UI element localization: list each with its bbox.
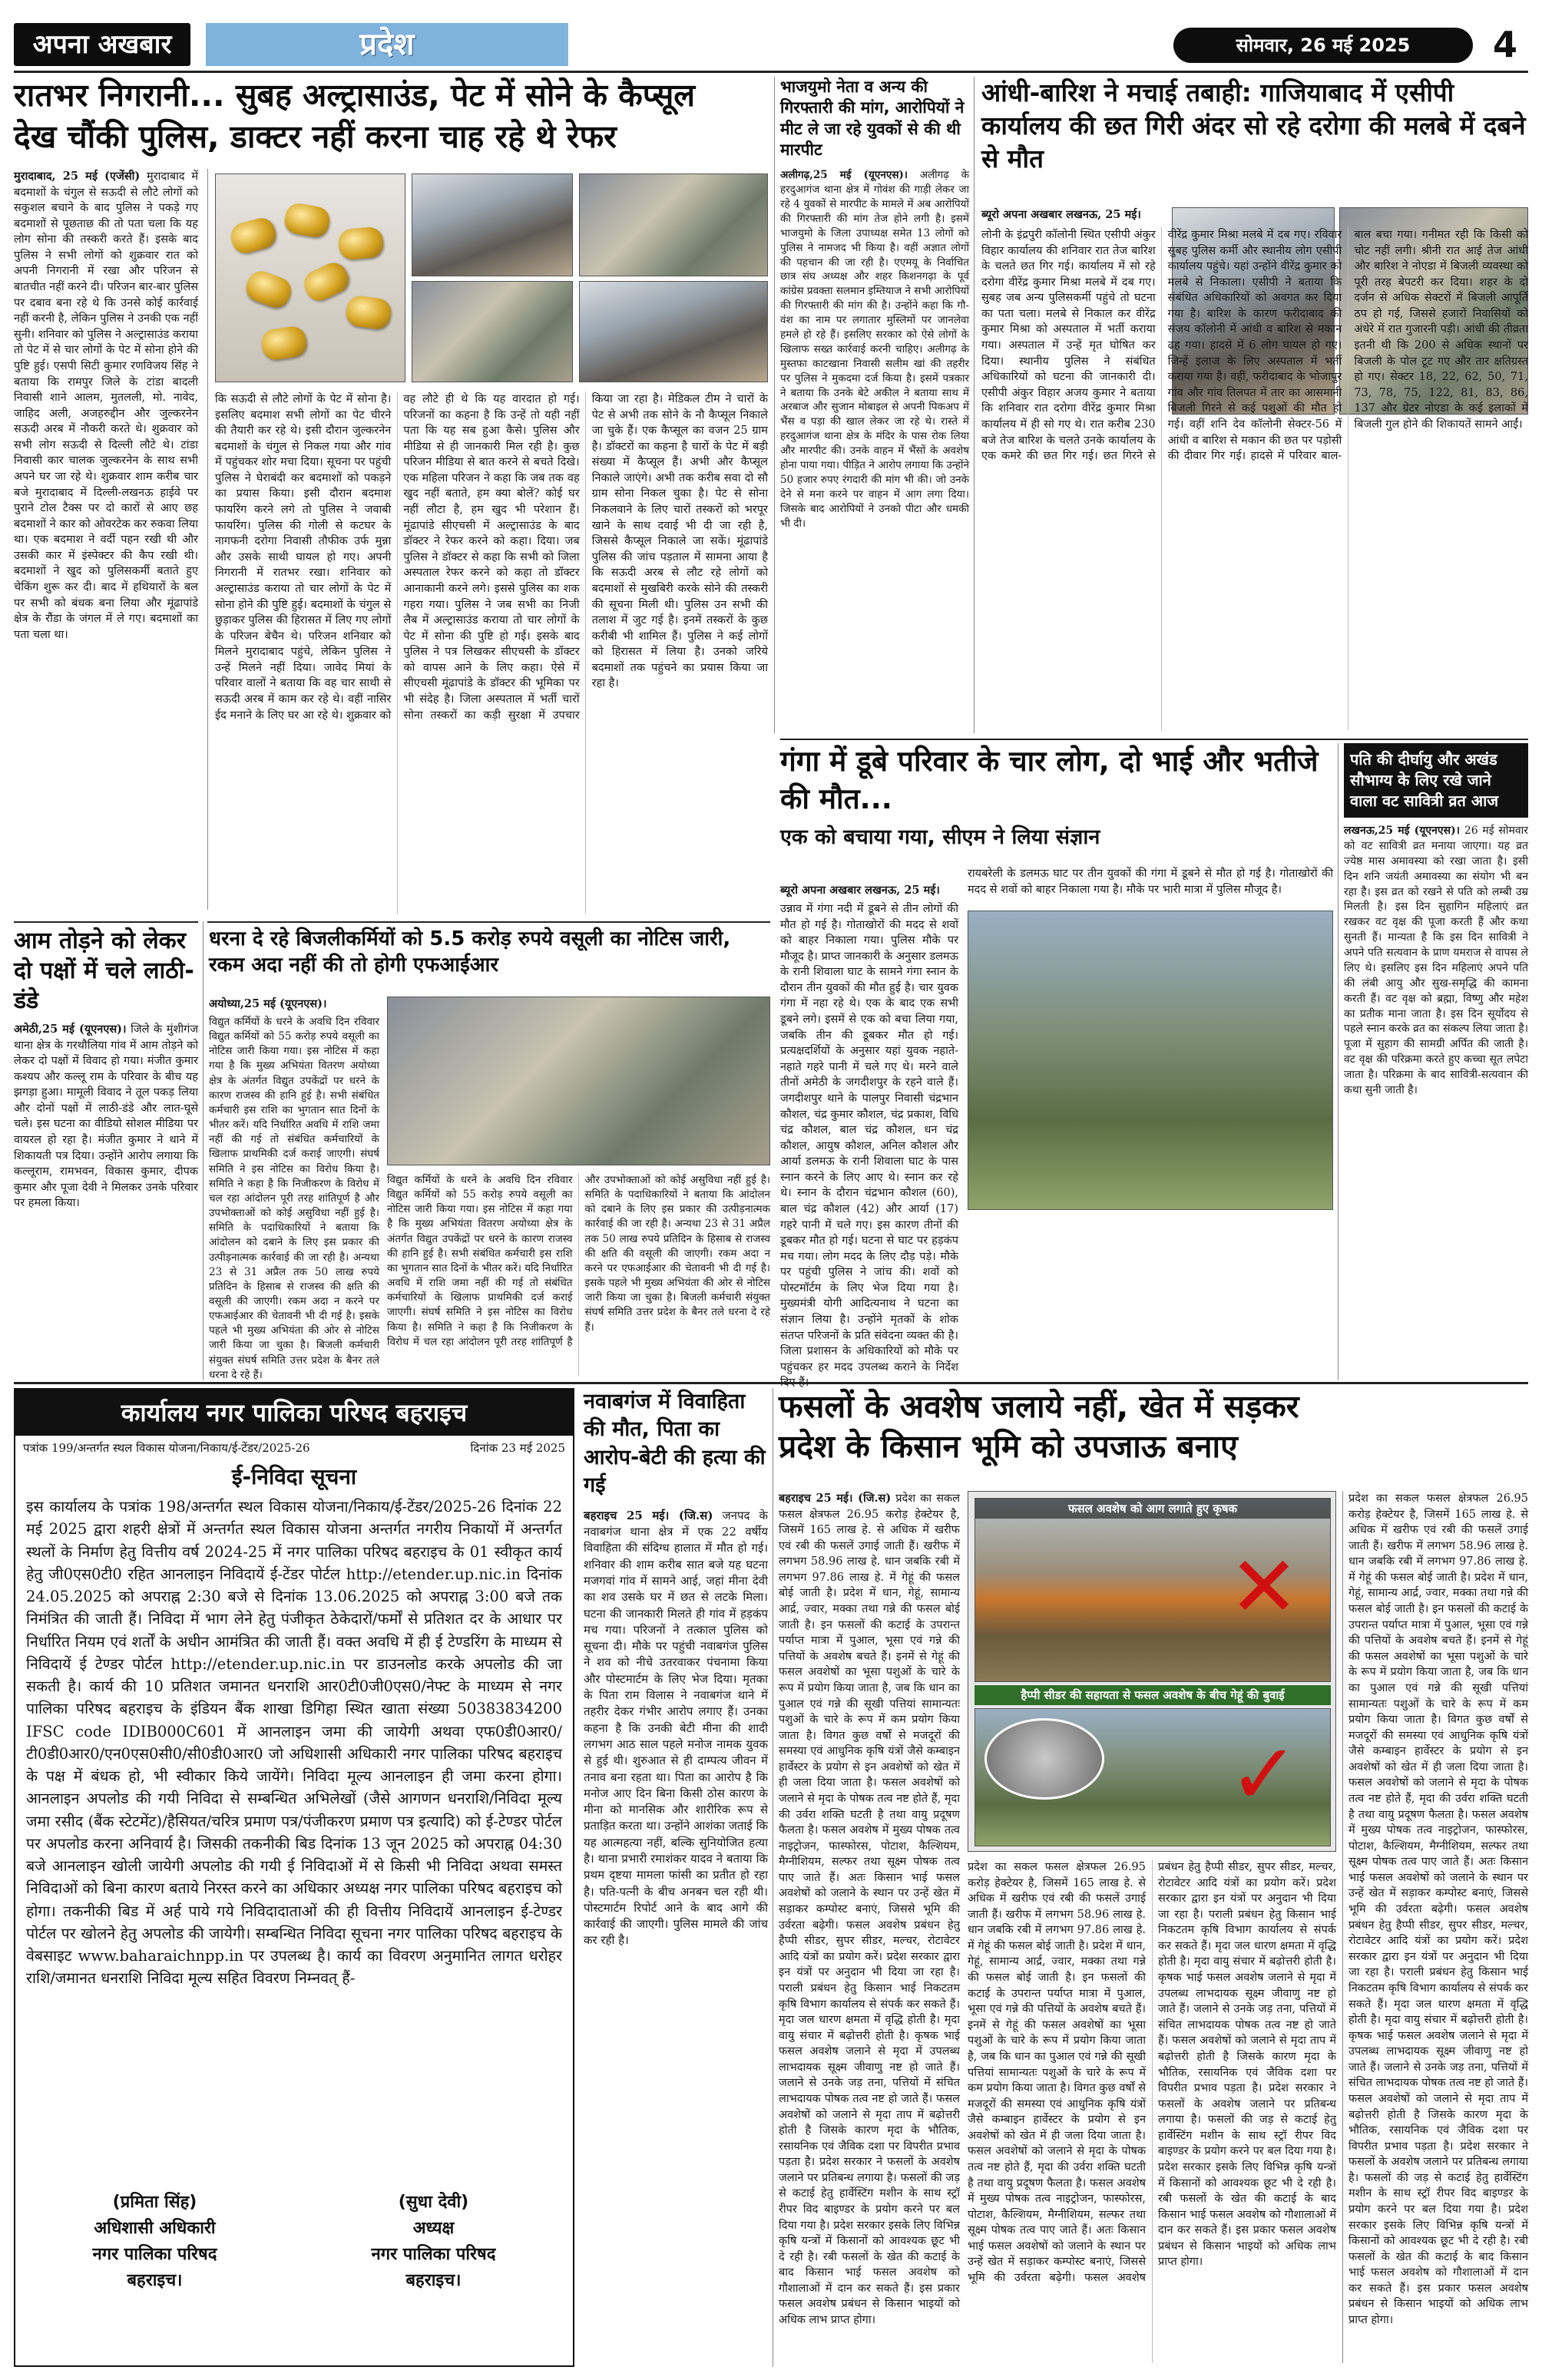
- nawabganj-dateline: बहराइच 25 मई। (जि.स): [584, 1508, 713, 1522]
- bjym-text: अलीगढ़ के हरदुआगंज थाना क्षेत्र में गोवंश की गाड़ी लेकर जा रहे 4 युवकों से मारपीट के मामले में अब आरोपियों की गिरफ्तारी की मांग तेज होने लगी है। इसमें भाजयुमो के जिला उपाध्यक्ष समेत 13 लोगों को पुलिस ने नामजद भी किया है। वहीं अज्ञात लोगों की पहचान की जा रही है। एएमयू के निर्वाचित छात्र संघ अध्यक्ष और शहर किशनगढ़ा के पूर्व कांग्रेस प्रवक्ता सलमान इम्तियाज ने सभी आरोपियों की गिरफ्तारी की मांग की है। उन्होंने कहा कि गौ-वंश का नाम पर लगातार मुस्लिमों पर जानलेवा हमले हो रहे हैं। इसलिए सरकार को ऐसे लोगों के खिलाफ सख्त कार्रवाई करनी चाहिए। अलीगढ़ के मुस्तफा काटखाना निवासी सलीम खां की तहरीर पर पुलिस ने मुकदमा दर्ज किया है। इसमें पत्रकार ने बताया कि उनके बेटे अकील ने बताया साथ में अरबाज और सुजान मोबाइल से अपनी पिकअप में भैंस व पड़ा की खाल लेकर जा रहे थे। रास्ते में हरदुआगंज थाना क्षेत्र के मंदिर के पास रोक लिया और मारपीट की। उनके वाहन में भैंसों के अवशेष होना पाया गया। पीड़ित ने आरोप लगाया कि उन्होंने 50 हजार रुपए रंगदारी की मांग भी की। जो उनके देने से मना करने पर वाहन में आग लगा दिया। जिसके बाद आरोपियों ने उनको पीटा और धमकी भी दी।: [780, 169, 970, 530]
- gold-headline-line2: देख चौंकी पुलिस, डाक्टर नहीं करना चाह रहे थे रेफर: [14, 118, 617, 156]
- gold-suspects-photo-4: [579, 281, 768, 382]
- ganga-body: [780, 901, 958, 1377]
- tender-title: ई-निविदा सूचना: [231, 1464, 357, 1489]
- date-banner: [1173, 28, 1473, 63]
- stubble-photo-panel: [968, 1491, 1336, 1852]
- mango-body: [14, 1022, 198, 1211]
- tender-office: कार्यालय नगर पालिका परिषद बहराइच: [121, 1398, 468, 1427]
- bjym-body: [780, 168, 969, 531]
- storm-text: लोनी के इंद्रपुरी कॉलोनी स्थित एसीपी अंकुर विहार कार्यालय की शनिवार रात तेज बारिश के चलते छत गिर गई। कार्यालय में सो रहे दरोगा वीरेंद्र कुमार मिश्रा मलबे में दब गए। सुबह जब अन्य पुलिसकर्मी पहुंचे तो घटना का पता चला। मलबे से निकाल कर वीरेंद्र कुमार मिश्रा को अस्पताल में भर्ती कराया गया। अस्पताल में उन्हें मृत घोषित कर दिया। स्थानीय पुलिस ने संबंधित अधिकारियों को घटना की जानकारी दी। एसीपी अंकुर विहार अजय कुमार ने बताया कि शनिवार रात दरोगा वीरेंद्र कुमार मिश्रा कार्यालय में ही सो गए थे। रात करीब 230 बजे तेज बारिश के चलते उनके कार्यालय के एक कमरे की छत गिर गई। छत गिरने से वीरेंद्र कुमार मिश्रा मलबे में दब गए। रविवार सुबह पुलिस कर्मी और स्थानीय लोग एसीपी कार्यालय पहुंचे। यहां उन्होंने वीरेंद्र कुमार को मलबे से निकाला। एसीपी ने बताया कि संबंधित अधिकारियों को अवगत कर दिया गया है। बारिश के कारण फरीदाबाद की संजय कॉलोनी में आंधी व बारिश से मकान ढह गया। हादसे में 6 लोग घायल हो गए। जिन्हें इलाज के लिए अस्पताल में भर्ती कराया गया है। वहीं, फरीदाबाद के भोजापुर गांव और गांव तिलपत में तार का आसमानी बिजली गिरने से कई पशुओं की मौत हो गई। वहीं शनि देव कॉलोनी सेक्टर-56 में आंधी व बारिश से मकान की छत पर पड़ोसी की दीवार गिर गई। हादसे में परिवार बाल-बाल बचा गया। गनीमत रही कि किसी को चोट नहीं लगी। श्रीनी रात आई तेज आंधी और बारिश ने नोएडा में बिजली व्यवस्था को पूरी तरह बेपटरी कर दिया। शहर के दो दर्जन से अधिक सेक्टरों में बिजली आपूर्ति ठप हो गई, जिससे हजारों निवासियों को अंधेरे में रात गुजारनी पड़ी। आंधी की तीव्रता इतनी थी कि 200 से अधिक स्थानों पर बिजली के पोल टूट गए और तार क्षतिग्रस्त हो गए। सेक्टर 18, 22, 62, 50, 71, 73, 78, 75, 122, 81, 83, 86, 137 और ग्रेटर नोएडा के कई इलाकों में बिजली गुल होने की शिकायतें सामने आईं।: [981, 229, 1528, 463]
- mango-headline: आम तोड़ने को लेकर दो पक्षों में चले लाठी-डंडे: [14, 927, 194, 1014]
- stubble-photo-caption-top: फसल अवशेष को आग लगाते हुए कृषक: [975, 1499, 1330, 1519]
- gold-dateline: मुरादाबाद, 25 मई (एजेंसी): [14, 170, 141, 183]
- gold-suspects-photo-2: [579, 174, 768, 276]
- ganga-dateline: ब्यूरो अपना अखबार लखनऊ, 25 मई।: [780, 884, 940, 897]
- electricity-story: [209, 926, 770, 1379]
- savitri-body: [1344, 824, 1528, 1099]
- storm-body: [981, 227, 1528, 730]
- tender-signature-left: (प्रमिता सिंह) अधिशासी अधिकारी नगर पालिका परिषद बहराइच।: [92, 2193, 217, 2291]
- tender-signature-right: (सुधा देवी) अध्यक्ष नगर पालिका परिषद बहराइच।: [371, 2193, 496, 2291]
- gold-suspects-photo-1: [412, 174, 573, 276]
- bjym-dateline: अलीगढ़,25 मई (यूएनएस)।: [780, 169, 908, 182]
- gold-suspects-photo-3: [412, 281, 573, 382]
- savitri-headline-box: [1344, 743, 1528, 818]
- nawabganj-body: [584, 1508, 768, 1949]
- stubble-body-right: प्रदेश का सकल फसल क्षेत्रफल 26.95 करोड़ हेक्टेयर है, जिसमें 165 लाख हे. से अधिक में खरीफ एवं रबी की फसलें उगाई जाती हैं। खरीफ में लगभग 58.96 लाख हे. धान जबकि रबी में लगभग 97.86 लाख हे. में गेहूं की फसल बोई जाती है। प्रदेश में धान, गेहूं, सामान्य आर्द्र, ज्वार, मक्का तथा गन्ने की फसल बोई जाती है। इन फसलों की कटाई के उपरान्त पर्याप्त मात्रा में पुआल, भूसा एवं गन्ने की पत्तियों के अवशेष बचते हैं। इनमें से गेहूं की फसल अवशेषों का भूसा पशुओं के चारे के रूप में प्रयोग किया जाता है, जब कि धान का पुआल एवं गन्ने की सूखी पत्तियां सामान्यतः पशुओं के चारे के रूप में कम प्रयोग किया जाता है। विगत कुछ वर्षों से मजदूरों की समस्या एवं आधुनिक कृषि यंत्रों जैसे कम्बाइन हार्वेस्टर के प्रयोग से इन अवशेषों को खेत में ही जला दिया जाता है। फसल अवशेषों को जलाने से मृदा के पोषक तत्व नष्ट होते हैं, मृदा की उर्वरा शक्ति घटती है तथा वायु प्रदूषण फैलता है। फसल अवशेष में मुख्य पोषक तत्व नाइट्रोजन, फास्फोरस, पोटाश, कैल्शियम, मैग्नीशियम, सल्फर तथा सूक्ष्म पोषक तत्व पाए जाते हैं। अतः किसान भाई फसल अवशेषों को जलाने के स्थान पर उन्हें खेत में सड़ाकर कम्पोस्ट बनाएं, जिससे भूमि की उर्वरता बढ़ेगी। फसल अवशेष प्रबंधन हेतु हैप्पी सीडर, सुपर सीडर, मल्चर, रोटावेटर आदि यंत्रों का प्रयोग करें। प्रदेश सरकार द्वारा इन यंत्रों पर अनुदान भी दिया जा रहा है। पराली प्रबंधन हेतु किसान भाई निकटतम कृषि विभाग कार्यालय से संपर्क कर सकते हैं। मृदा जल धारण क्षमता में वृद्धि होती है। मृदा वायु संचार में बढ़ोत्तरी होती है। कृषक भाई फसल अवशेष जलाने से मृदा में उपलब्ध लाभदायक सूक्ष्म जीवाणु नष्ट हो जाते हैं। जलाने से उनके जड़ तना, पत्तियों में संचित लाभदायक पोषक तत्व नष्ट हो जाते हैं। फसल अवशेषों को जलाने से मृदा ताप में बढ़ोत्तरी होती है जिसके कारण मृदा के भौतिक, रसायनिक एवं जैविक दशा पर विपरीत प्रभाव पड़ता है। प्रदेश सरकार ने फसलों के अवशेष जलाने पर प्रतिबन्ध लगाया है। फसलों की जड़ से कटाई हेतु हार्वेस्टिंग मशीन के साथ स्ट्रॉ रीपर विद बाइण्डर के प्रयोग करने पर बल दिया गया है। प्रदेश सरकार इसके लिए विभिन्न कृषि यन्त्रों में किसानों को आवश्यक छूट भी दे रही है। रबी फसलों के खेत की कटाई के बाद किसान भाई फसल अवशेष को गौशालाओं में दान कर सकते हैं। इस प्रकार फसल अवशेष प्रबंधन से किसान भाइयों को अधिक लाभ प्राप्त होगा।: [1348, 1492, 1528, 2327]
- gold-capsules-photo: [215, 174, 405, 382]
- bjym-headline: भाजयुमो नेता व अन्य की गिरफ्तारी की मांग, आरोपियों ने मीट ले जा रहे युवकों से की थी मारपीट: [780, 78, 965, 159]
- savitri-headline: पति की दीर्घायु और अखंड सौभाग्य के लिए रखे जाने वाला वट सावित्री व्रत आज: [1350, 750, 1499, 810]
- bjym-story: [780, 77, 969, 733]
- tender-notice: [14, 1388, 574, 2367]
- ganga-subheadline: एक को बचाया गया, सीएम ने लिया संज्ञान: [780, 825, 1100, 849]
- nawabganj-story: [584, 1388, 768, 2367]
- stubble-headline-line1: फसलों के अवशेष जलाये नहीं, खेत में सड़कर: [779, 1388, 1299, 1425]
- stubble-headline-line2: प्रदेश के किसान भूमि को उपजाऊ बनाए: [779, 1428, 1238, 1466]
- electricity-body: [209, 1015, 379, 1381]
- section-banner: [206, 23, 568, 66]
- savitri-story: [1344, 743, 1528, 1380]
- tender-ref: पत्रांक 199/अन्तर्गत स्थल विकास योजना/निकाय/ई-टेंडर/2025-26: [23, 1441, 310, 1455]
- stubble-body-col1: [779, 1491, 960, 2363]
- savitri-text: 26 मई सोमवार को वट सावित्री व्रत मनाया जाएगा। यह व्रत ज्येष्ठ मास अमावस्या को रखा जाता है। इसी दिन शनि जयंती अमावस्या का संयोग भी बन रहा है। इस व्रत को रखने से पति को लम्बी उम्र मिलती है। इस दिन सुहागिन महिलाएं व्रत रखकर वट वृक्ष की पूजा करती हैं और कथा सुनती हैं। मान्यता है कि इस दिन सावित्री ने अपने पति सत्यवान के प्राण यमराज से वापस ले लिए थे। इसलिए इस दिन महिलाएं अपने पति की लंबी आयु और सुख-समृद्धि की कामना करती हैं। वट वृक्ष को ब्रह्मा, विष्णु और महेश का प्रतीक माना जाता है। इस दिन सूर्योदय से पहले स्नान करके व्रत का संकल्प लिया जाता है। पूजा में सुहाग की सामग्री अर्पित की जाती है। वट वृक्ष की परिक्रमा करते हुए कच्चा सूत लपेटा जाता है। परिक्रमा के बाद सावित्री-सत्यवान की कथा सुनी जाती है।: [1344, 825, 1528, 1096]
- gold-text-main: कि सऊदी से लौटे लोगों के पेट में सोना है। इसलिए बदमाश सभी लोगों का पेट चीरने की तैयारी कर रहे थे। इसी दौरान जुल्करनेन बदमाशों के चंगुल से निकल गया और गांव में पहुंचकर शोर मचा दिया। सूचना पर पहुंची पुलिस ने घेराबंदी कर बदमाशों को पकड़ने का प्रयास किया। इसी दौरान बदमाश फायरिंग करने लगे तो पुलिस ने जवाबी फायरिंग। पुलिस की गोली से कटघर के नागफनी दरोगा निवासी तौफीक उर्फ मुन्ना और उसके साथी घायल हो गए। अपनी निगरानी में रातभर रखा। शनिवार को अल्ट्रासाउंड कराया तो चार लोगों के पेट में सोना होने की पुष्टि हुई। बदमाशों के चंगुल से छुड़ाकर पुलिस की हिरासत में लिए गए लोगों के परिजन बेचैन थे। परिजन शनिवार को मिलने मुरादाबाद पहुंचे, लेकिन पुलिस ने उन्हें मिलने नहीं दिया। जावेद मियां के परिवार वालों ने बताया कि वह चार साथी से सऊदी अरब में काम कर रहे थे। वहीं नासिर ईद मनाने के लिए घर आ रहे थे। शुक्रवार को वह लौटे ही थे कि यह वारदात हो गई। परिजनों का कहना है कि उन्हें तो यही नहीं पता कि यह सब हुआ कैसे। पुलिस और मीडिया से ही जानकारी मिल रही है। कुछ परिजन मीडिया से बात करने से बचते दिखे। एक महिला परिजन ने कहा कि जब तक वह खुद नहीं बताते, हम क्या बोलें? कोई घर नहीं लौटा है, हम खुद भी परेशान हैं। मूंढापांडे सीएचसी में अल्ट्रासाउंड के बाद डॉक्टर ने रेफर करने को कहा। दिया। जब पुलिस ने डॉक्टर से कहा कि सभी को जिला अस्पताल रेफर करने को कहा तो डॉक्टर आनाकानी करने लगे। इससे पुलिस का शक गहरा गया। पुलिस ने जब सभी का निजी लैब में अल्ट्रासाउंड कराया तो चार लोगों के पेट में सोना की पुष्टि हो गई। इसके बाद पुलिस ने पत्र लिखकर सीएचसी के डॉक्टर को वापस आने के लिए कहा। ऐसे में सीएचसी मूंढापांडे के डॉक्टर की भूमिका पर भी संदेह है। जिला अस्पताल में भर्ती चारों सोना तस्करों का कड़ी सुरक्षा में उपचार किया जा रहा है। मेडिकल टीम ने चारों के पेट से अभी तक सोने के नौ कैप्सूल निकाले जा चुके हैं। एक कैप्सूल का वजन 25 ग्राम है। डॉक्टरों का कहना है चारों के पेट में बड़ी संख्या में कैप्सूल हैं। अभी और कैप्सूल निकाले जाएंगे। अभी तक करीब सवा दो सौ ग्राम सोना निकल चुका है। पेट से सोना निकलवाने के लिए चारों तस्करों को भरपूर खाने के साथ दवाई भी दी जा रही है, जिससे कैप्सूल निकाले जा सकें। मूंढापांडे पुलिस की जांच पड़ताल में सामना आया है कि सऊदी अरब से लौट रहे लोगों को बदमाशों से मुखबिरी करके सोने की तस्करी की सूचना मिली थी। पुलिस उन सभी की तलाश में जुट गई है। इनमें तस्करों के कुछ करीबी भी शामिल हैं। पुलिस ने कई लोगों को हिरासत में लिया है। उनको जरिये बदमाशों तक पहुंचने का प्रयास किया जा रहा है।: [215, 393, 768, 722]
- nawabganj-text: जनपद के नवाबगंज थाना क्षेत्र में एक 22 वर्षीय विवाहिता की संदिग्ध हालात में मौत हो गई। शनिवार की शाम करीब सात बजे यह घटना मजगवां गांव में सामने आई, जहां मीना देवी का शव उसके घर में छत से लटके मिला। घटना की जानकारी मिलते ही गांव में हड़कंप मच गया। परिजनों ने तत्काल पुलिस को सूचना दी। मौके पर पहुंची नवाबगंज पुलिस ने शव को नीचे उतरवाकर पंचनामा किया और पोस्टमार्टम के लिए भेज दिया। मृतका के पिता राम विलास ने नवाबगंज थाने में तहरीर देकर गंभीर आरोप लगाए हैं। उनका कहना है कि उनकी बेटी मीना की शादी लगभग आठ साल पहले मनोज नामक युवक से हुई थी। शुरुआत से ही दाम्पत्य जीवन में तनाव बना रहता था। पिता का आरोप है कि मनोज आए दिन बिना किसी ठोस कारण के मीना को मानसिक और शारीरिक रूप से प्रताड़ित करता था। उन्होंने आशंका जताई कि यह आत्महत्या नहीं, बल्कि सुनियोजित हत्या है। थाना प्रभारी रमाशंकर यादव ने बताया कि प्रथम दृष्टया मामला फांसी का प्रतीत हो रहा है। पति-पत्नी के बीच अनबन चल रही थी। पोस्टमार्टम रिपोर्ट आने के बाद आगे की कार्रवाई की जाएगी। पुलिस मामले की जांच कर रही है।: [584, 1508, 768, 1948]
- storm-dateline: ब्यूरो अपना अखबार लखनऊ, 25 मई।: [981, 208, 1141, 221]
- gold-text-left: मुरादाबाद में बदमाशों के चंगुल से सऊदी से लौटे लोगों को सकुशल बचाने के बाद पुलिस ने पकड़े गए बदमाशों से पूछताछ की तो पता चला कि यह लोग सोना की तस्करी करते हैं। इसके बाद पुलिस ने सभी लोगों को शुक्रवार रात को अपनी निगरानी में रखा और परिजन से बातचीत नहीं करने दी। परिजन बार-बार पुलिस पर दबाव बना रहे थे कि उनसे कोई कार्रवाई नहीं करनी है, लेकिन पुलिस ने उनकी एक नहीं सुनी। शनिवार को पुलिस ने अल्ट्रासाउंड कराया तो पेट में से चार लोगों के पेट में सोना होने की पुष्टि हुई। एसपी सिटी कुमार रणविजय सिंह ने बताया कि रामपुर जिले के टांडा बादली निवासी शाने आलम, मुतलली, मो. नावेद, जाहिद अली, अजहरुद्दीन और जुल्करनेन सऊदी अरब में नौकरी करते थे। शुक्रवार को सभी लोग सऊदी से दिल्ली लौटे थे। टांडा निवासी कार चालक जुल्करनेन के साथ सभी अपने घर जा रहे थे। शुक्रवार शाम करीब चार बजे मुरादाबाद में दिल्ली-लखनऊ हाईवे पर पुराने टोल टैक्स पर दो कारों से आए छह बदमाशों ने कार को ओवरटेक कर रुकवा लिया था। एक बदमाश ने वर्दी पहन रखी थी और उसकी कार में इंस्पेक्टर की कैप रखी थी। बदमाशों ने खुद को पुलिसकर्मी बताते हुए चेकिंग शुरू कर दी। बाद में हथियारों के बल पर सभी को बंधक बना लिया और मूंढापांडे क्षेत्र के रौंडा के जंगल में ले गए। बदमाशों का पता चला था।: [14, 170, 199, 641]
- page-number: 4: [1492, 24, 1517, 65]
- masthead: [0, 0, 1542, 69]
- cross-mark-icon: ✕: [1228, 1538, 1299, 1636]
- ganga-headline: गंगा में डूबे परिवार के चार लोग, दो भाई और भतीजे की मौत...: [780, 745, 1319, 815]
- stubble-dateline: बहराइच 25 मई। (जि.स): [779, 1492, 892, 1505]
- paper-name-banner: [14, 23, 190, 66]
- tender-date: दिनांक 23 मई 2025: [470, 1441, 565, 1455]
- tender-office-banner: [15, 1390, 573, 1436]
- storm-story: [981, 77, 1528, 733]
- tractor-inset-photo: [984, 1718, 1104, 1800]
- gold-headline-line1: रातभर निगरानी... सुबह अल्ट्रासाउंड, पेट में सोने के कैप्सूल: [14, 77, 696, 114]
- mango-dateline: अमेठी,25 मई (यूएनएस)।: [14, 1023, 127, 1036]
- stubble-sowing-photo: [975, 1708, 1331, 1846]
- electricity-body-under-photo: विद्युत कर्मियों के धरने के अवधि दिन रविवार विद्युत कर्मियों को 55 करोड़ रुपये वसूली का नोटिस जारी किया गया। इस नोटिस में कहा गया है कि मुख्य अभियंता वितरण अयोध्या क्षेत्र के अंतर्गत विद्युत उपकेंद्रों पर धरने के कारण राजस्व की हानि हुई है। सभी संबंधित कर्मचारी इस राशि का भुगतान सात दिनों के भीतर करें। यदि निर्धारित अवधि में राशि जमा नहीं की गई तो संबंधित कर्मचारियों के खिलाफ प्राथमिकी दर्ज कराई जाएगी। संघर्ष समिति ने इस नोटिस का विरोध किया है। समिति ने कहा है कि निजीकरण के विरोध में चल रहा आंदोलन पूरी तरह शांतिपूर्ण है और उपभोक्ताओं को कोई असुविधा नहीं हुई है। समिति के पदाधिकारियों ने बताया कि आंदोलन को दबाने के लिए इस प्रकार की उत्पीड़नात्मक कार्रवाई की जा रही है। अन्यथा 23 से 31 अप्रैल तक 50 लाख रुपये प्रतिदिन के हिसाब से राजस्व की क्षति की वसूली की जाएगी। रकम अदा न करने पर एफआईआर की चेतावनी भी दी गई है। इसके पहले भी मुख्य अभियंता की ओर से नोटिस जारी किया जा चुका है। बिजली कर्मचारी संयुक्त संघर्ष समिति उत्तर प्रदेश के बैनर तले धरना दे रहे हैं।: [387, 1174, 770, 1348]
- electricity-protest-photo: [387, 997, 770, 1165]
- mango-story: [14, 926, 198, 1379]
- ganga-text: उन्नाव में गंगा नदी में डूबने से तीन लोगों की मौत हो गई है। गोताखोरों की मदद से शवों को बाहर निकाला गया। पुलिस मौके पर मौजूद है। प्राप्त जानकारी के अनुसार डलमऊ के रानी शिवाला घाट के सामने गंगा स्नान के दौरान तीन युवकों की मौत हुई है। चार युवक गंगा में नहा रहे थे। एक के बाद एक सभी डूबने लगे। इसमें से एक को बचा लिया गया, जबकि तीन की डूबकर मौत हो गई। प्रत्यक्षदर्शियों के अनुसार यहां युवक नहाते-नहाते गहरे पानी में चले गए थे। मरने वाले तीनों अमेठी के जगदीशपुर के रहने वाले हैं। जगदीशपुर थाने के पालपुर निवासी चंद्रभान कौशल, चंद्र कुमार कौशल, चंद्र प्रकाश, विधि चंद्र कौशल, बाल चंद्र कौशल, धन चंद्र कौशल, आयुष कौशल, अनिल कौशल और आर्या डलमऊ के रानी शिवाला घाट के पास स्नान करने के लिए आए थे। स्नान कर रहे थे। स्नान के दौरान चंद्रभान कौशल (60), बाल चंद्र कौशल (42) और आर्या (17) गहरे पानी में चले गए। इस कारण तीनों की डूबकर मौत हो गई। घटना से घाट पर हड़कंप मच गया। लोग मदद के लिए दौड़ पड़े। मौके पर पहुंची पुलिस ने जांच की। शवों को पोस्टमॉर्टम के लिए भेज दिया गया है। मुख्यमंत्री योगी आदित्यनाथ ने घटना का संज्ञान लिया है। उन्होंने मृतकों के शोक संतप्त परिजनों के प्रति संवेदना व्यक्त की है। जिला प्रशासन के अधिकारियों को मौके पर पहुंचकर हर मदद उपलब्ध कराने के निर्देश: [780, 903, 958, 1373]
- issue-date: सोमवार, 26 मई 2025: [1236, 35, 1411, 56]
- stubble-text-col1: प्रदेश का सकल फसल क्षेत्रफल 26.95 करोड़ हेक्टेयर है, जिसमें 165 लाख हे. से अधिक में खरीफ एवं रबी की फसलें उगाई जाती हैं। खरीफ में लगभग 58.96 लाख हे. धान जबकि रबी में लगभग 97.86 लाख हे. में गेहूं की फसल बोई जाती है। प्रदेश में धान, गेहूं, सामान्य आर्द्र, ज्वार, मक्का तथा गन्ने की फसल बोई जाती है। इन फसलों की कटाई के उपरान्त पर्याप्त मात्रा में पुआल, भूसा एवं गन्ने की पत्तियों के अवशेष बचते हैं। इनमें से गेहूं की फसल अवशेषों का भूसा पशुओं के चारे के रूप में प्रयोग किया जाता है, जब कि धान का पुआल एवं गन्ने की सूखी पत्तियां सामान्यतः पशुओं के चारे के रूप में कम प्रयोग किया जाता है। विगत कुछ वर्षों से मजदूरों की समस्या एवं आधुनिक कृषि यंत्रों जैसे कम्बाइन हार्वेस्टर के प्रयोग से इन अवशेषों को खेत में ही जला दिया जाता है। फसल अवशेषों को जलाने से मृदा के पोषक तत्व नष्ट होते हैं, मृदा की उर्वरा शक्ति घटती है तथा वायु प्रदूषण फैलता है। फसल अवशेष में मुख्य पोषक तत्व नाइट्रोजन, फास्फोरस, पोटाश, कैल्शियम, मैग्नीशियम, सल्फर तथा सूक्ष्म पोषक तत्व पाए जाते हैं। अतः किसान भाई फसल अवशेषों को जलाने के स्थान पर उन्हें खेत में सड़ाकर कम्पोस्ट बनाएं, जिससे भूमि की उर्वरता बढ़ेगी। फसल अवशेष प्रबंधन हेतु हैप्पी सीडर, सुपर सीडर, मल्चर, रोटावेटर आदि यंत्रों का प्रयोग करें। प्रदेश सरकार द्वारा इन यंत्रों पर अनुदान भी दिया जा रहा है। पराली प्रबंधन हेतु किसान भाई निकटतम कृषि विभाग कार्यालय से संपर्क कर सकते हैं। मृदा जल धारण क्षमता में वृद्धि होती है। मृदा वायु संचार में बढ़ोत्तरी होती है। कृषक भाई फसल अवशेष जलाने से मृदा में उपलब्ध लाभदायक सूक्ष्म जीवाणु नष्ट हो जाते हैं। जलाने से उनके जड़ तना, पत्तियों में संचित लाभदायक पोषक तत्व नष्ट हो जाते हैं। फसल अवशेषों को जलाने से मृदा ताप में बढ़ोत्तरी होती है जिसके कारण मृदा के भौतिक, रसायनिक एवं जैविक दशा पर विपरीत प्रभाव पड़ता है। प्रदेश सरकार ने फसलों के अवशेष जलाने पर प्रतिबन्ध लगाया है। फसलों की जड़ से कटाई हेतु हार्वेस्टिंग मशीन के साथ स्ट्रॉ रीपर विद बाइण्डर के प्रयोग करने पर बल दिया गया है। प्रदेश सरकार इसके लिए विभिन्न कृषि यन्त्रों में किसानों को आवश्यक छूट भी दे रही है। रबी फसलों के खेत की कटाई के बाद किसान भाई फसल अवशेष को गौशालाओं में दान कर सकते हैं। इस प्रकार फसल अवशेष प्रबंधन से किसान भाइयों को अधिक लाभ प्राप्त होगा।: [779, 1492, 960, 2327]
- ganga-rescue-photo: [968, 911, 1333, 1210]
- stubble-story: [779, 1388, 1528, 2367]
- check-mark-icon: ✓: [1228, 1725, 1299, 1823]
- gold-story: [14, 77, 770, 917]
- storm-headline: आंधी-बारिश ने मचाई तबाही: गाजियाबाद में एसीपी कार्यालय की छत गिरी अंदर सो रहे दरोगा की मलबे में दबने से मौत: [981, 78, 1526, 174]
- electricity-text: विद्युत कर्मियों के धरने के अवधि दिन रविवार विद्युत कर्मियों को 55 करोड़ रुपये वसूली का नोटिस जारी किया गया। इस नोटिस में कहा गया है कि मुख्य अभियंता वितरण अयोध्या क्षेत्र के अंतर्गत विद्युत उपकेंद्रों पर धरने के कारण राजस्व की हानि हुई है। सभी संबंधित कर्मचारी इस राशि का भुगतान सात दिनों के भीतर करें। यदि निर्धारित अवधि में राशि जमा नहीं की गई तो संबंधित कर्मचारियों के खिलाफ प्राथमिकी दर्ज कराई जाएगी। संघर्ष समिति ने इस नोटिस का विरोध किया है। समिति ने कहा है कि निजीकरण के विरोध में चल रहा आंदोलन पूरी तरह शांतिपूर्ण है और उपभोक्ताओं को कोई असुविधा नहीं हुई है। समिति के पदाधिकारियों ने बताया कि आंदोलन को दबाने के लिए इस प्रकार की उत्पीड़नात्मक कार्रवाई की जा रही है। अन्यथा 23 से 31 अप्रैल तक 50 लाख रुपये प्रतिदिन के हिसाब से राजस्व की क्षति की वसूली की जाएगी। रकम अदा न करने पर एफआईआर की चेतावनी भी दी गई है। इसके पहले भी मुख्य अभियंता की ओर से नोटिस जारी किया जा चुका है। बिजली कर्मचारी संयुक्त संघर्ष समिति उत्तर प्रदेश के बैनर तले धरना दे रहे हैं।: [209, 1016, 379, 1381]
- masthead-rule: [14, 71, 1528, 73]
- stubble-burning-photo: [975, 1498, 1331, 1682]
- savitri-dateline: लखनऊ,25 मई (यूएनएस)।: [1344, 825, 1461, 837]
- nawabganj-headline: नवाबगंज में विवाहिता की मौत, पिता का आरोप-बेटी की हत्या की गई: [584, 1390, 766, 1498]
- gold-body-left: [14, 169, 198, 914]
- stubble-photo-caption-mid: हैप्पी सीडर की सहायता से फसल अवशेष के बीच गेहूं की बुवाई: [975, 1685, 1331, 1705]
- mango-text: जिले के मुंशीगंज थाना क्षेत्र के गरथौलिया गांव में आम तोड़ने को लेकर दो पक्षों में विवाद हो गया। मंजीत कुमार कश्यप और कल्लू राम के परिवार के बीच यह झगड़ा हुआ। मामूली विवाद ने तूल पकड़ लिया और दोनों पक्षों में लाठी-डंडे और लात-घूसे चले। इस घटना का वीडियो सोशल मीडिया पर वायरल हो रहा है। मंजीत कुमार ने थाने में शिकायती पत्र दिया। उन्होंने आरोप लगाया कि कल्लूराम, रामभवन, विकास कुमार, दीपक कुमार और पूजा देवी ने मिलकर उनके परिवार पर हमला किया।: [14, 1023, 198, 1210]
- electricity-headline: धरना दे रहे बिजलीकर्मियों को 5.5 करोड़ रुपये वसूली का नोटिस जारी, रकम अदा नहीं की तो होगी एफआईआर: [209, 927, 731, 977]
- paper-name: अपना अखबार: [32, 29, 172, 60]
- section-title: प्रदेश: [359, 27, 415, 62]
- electricity-dateline: अयोध्या,25 मई (यूएनएस)।: [209, 997, 327, 1010]
- stubble-body-under-photo: प्रदेश का सकल फसल क्षेत्रफल 26.95 करोड़ हेक्टेयर है, जिसमें 165 लाख हे. से अधिक में खरीफ एवं रबी की फसलें उगाई जाती हैं। खरीफ में लगभग 58.96 लाख हे. धान जबकि रबी में लगभग 97.86 लाख हे. में गेहूं की फसल बोई जाती है। प्रदेश में धान, गेहूं, सामान्य आर्द्र, ज्वार, मक्का तथा गन्ने की फसल बोई जाती है। इन फसलों की कटाई के उपरान्त पर्याप्त मात्रा में पुआल, भूसा एवं गन्ने की पत्तियों के अवशेष बचते हैं। इनमें से गेहूं की फसल अवशेषों का भूसा पशुओं के चारे के रूप में प्रयोग किया जाता है, जब कि धान का पुआल एवं गन्ने की सूखी पत्तियां सामान्यतः पशुओं के चारे के रूप में कम प्रयोग किया जाता है। विगत कुछ वर्षों से मजदूरों की समस्या एवं आधुनिक कृषि यंत्रों जैसे कम्बाइन हार्वेस्टर के प्रयोग से इन अवशेषों को खेत में ही जला दिया जाता है। फसल अवशेषों को जलाने से मृदा के पोषक तत्व नष्ट होते हैं, मृदा की उर्वरा शक्ति घटती है तथा वायु प्रदूषण फैलता है। फसल अवशेष में मुख्य पोषक तत्व नाइट्रोजन, फास्फोरस, पोटाश, कैल्शियम, मैग्नीशियम, सल्फर तथा सूक्ष्म पोषक तत्व पाए जाते हैं। अतः किसान भाई फसल अवशेषों को जलाने के स्थान पर उन्हें खेत में सड़ाकर कम्पोस्ट बनाएं, जिससे भूमि की उर्वरता बढ़ेगी। फसल अवशेष प्रबंधन हेतु हैप्पी सीडर, सुपर सीडर, मल्चर, रोटावेटर आदि यंत्रों का प्रयोग करें। प्रदेश सरकार द्वारा इन यंत्रों पर अनुदान भी दिया जा रहा है। पराली प्रबंधन हेतु किसान भाई निकटतम कृषि विभाग कार्यालय से संपर्क कर सकते हैं। मृदा जल धारण क्षमता में वृद्धि होती है। मृदा वायु संचार में बढ़ोत्तरी होती है। कृषक भाई फसल अवशेष जलाने से मृदा में उपलब्ध लाभदायक सूक्ष्म जीवाणु नष्ट हो जाते हैं। जलाने से उनके जड़ तना, पत्तियों में संचित लाभदायक पोषक तत्व नष्ट हो जाते हैं। फसल अवशेषों को जलाने से मृदा ताप में बढ़ोत्तरी होती है जिसके कारण मृदा के भौतिक, रसायनिक एवं जैविक दशा पर विपरीत प्रभाव पड़ता है। प्रदेश सरकार ने फसलों के अवशेष जलाने पर प्रतिबन्ध लगाया है। फसलों की जड़ से कटाई हेतु हार्वेस्टिंग मशीन के साथ स्ट्रॉ रीपर विद बाइण्डर के प्रयोग करने पर बल दिया गया है। प्रदेश सरकार इसके लिए विभिन्न कृषि यन्त्रों में किसानों को आवश्यक छूट भी दे रही है। रबी फसलों के खेत की कटाई के बाद किसान भाई फसल अवशेष को गौशालाओं में दान कर सकते हैं। इस प्रकार फसल अवशेष प्रबंधन से किसान भाइयों को अधिक लाभ प्राप्त होगा।: [968, 1861, 1336, 2285]
- gold-body-main: [215, 392, 768, 914]
- tender-body: इस कार्यालय के पत्रांक 198/अन्तर्गत स्थल विकास योजना/निकाय/ई-टेंडर/2025-26 दिनांक 22 मई 2025 द्वारा शहरी क्षेत्रों में अन्तर्गत स्थल विकास योजना अन्तर्गत नगरीय निकायों में अन्तर्गत स्थलों के निर्माण हेतु वित्तीय वर्ष 2024-25 में नगर पालिका परिषद बहराइच के 01 स्वीकृत कार्य हेतु जी0एस0टी0 रहित आनलाइन निविदायें ई-टेंडर पोर्टल http://etender.up.nic.in दिनांक 24.05.2025 को अपराह्न 2:30 बजे से दिनांक 13.06.2025 को अपराह्न 3:00 बजे तक निमंत्रित की जाती हैं। निविदा में भाग लेने हेतु पंजीकृत ठेकेदारों/फर्मों से प्रतिशत दर के आधार पर निर्धारित नियम एवं शर्तों के अधीन आमंत्रित की जाती हैं। वक्त अवधि में ही ई टेण्डरिंग के माध्यम से निविदायें ई टेण्डर पोर्टल http://etender.up.nic.in पर डाउनलोड करके अपलोड की जा सकती है। कार्य की 10 प्रतिशत जमानत धनराशि आर0टी0जी0एस0/नेफ्ट के माध्यम से नगर पालिका परिषद बहराइच के इंडियन बैंक शाखा डिगिहा स्थित खाता संख्या 50383834200 IFSC code IDIB000C601 में आनलाइन जमा की जायेगी अथवा एफ0डी0आर0/टी0डी0आर0/एन0एस0सी0/सी0डी0आर0 जो अधिशासी अधिकारी नगर पालिका परिषद बहराइच के पक्ष में बंधक हो, भी स्वीकार किये जायेंगे। निविदा मूल्य आनलाइन ही जमा करना होगा। आनलाइन अपलोड की गयी निविदा से सम्बन्धित अभिलेखों (जैसे आगणन धनराशि/निविदा मूल्य जमा रसीद (बैंक स्टेटमेंट)/हैसियत/चरित्र प्रमाण पत्र/पंजीकरण प्रमाण पत्र इत्यादि) को ई-टेण्डर पोर्टल पर अपलोड करना अनिवार्य है। जिसकी तकनीकी बिड दिनांक 13 जून 2025 को अपराह्न 04:30 बजे आनलाइन खोली जायेगी अपलोड की गयी ई निविदाओं में से किसी भी निविदा अथवा समस्त निविदाओं को बिना कारण बताये निरस्त करने का अधिकार अध्यक्ष नगर पालिका परिषद बहराइच को होगा। तकनीकी बिड में अर्ह पाये गये निविदादाताओं की ही वित्तीय निविदायें आनलाइन ई-टेण्डर पोर्टल पर खोलने हेतु अपलोड की जायेगी। सम्बन्धित निविदा सूचना नगर पालिका परिषद बहराइच के वेबसाइट www.baharaichnpp.in पर उपलब्ध है। कार्य का विवरण अनुमानित लागत धरोहर राशि/जमानत धनराशि निविदा मूल्य सहित विवरण निम्नवत् हैं-: [26, 1498, 562, 1988]
- ganga-lead-right: रायबरेली के डलमऊ घाट पर तीन युवकों की गंगा में डूबने से मौत हो गई है। गोताखोरों की मदद से शवों को बाहर निकाला गया है। मौके पर भारी मात्रा में पुलिस मौजूद है।: [968, 868, 1333, 896]
- ganga-story: [780, 743, 1333, 1380]
